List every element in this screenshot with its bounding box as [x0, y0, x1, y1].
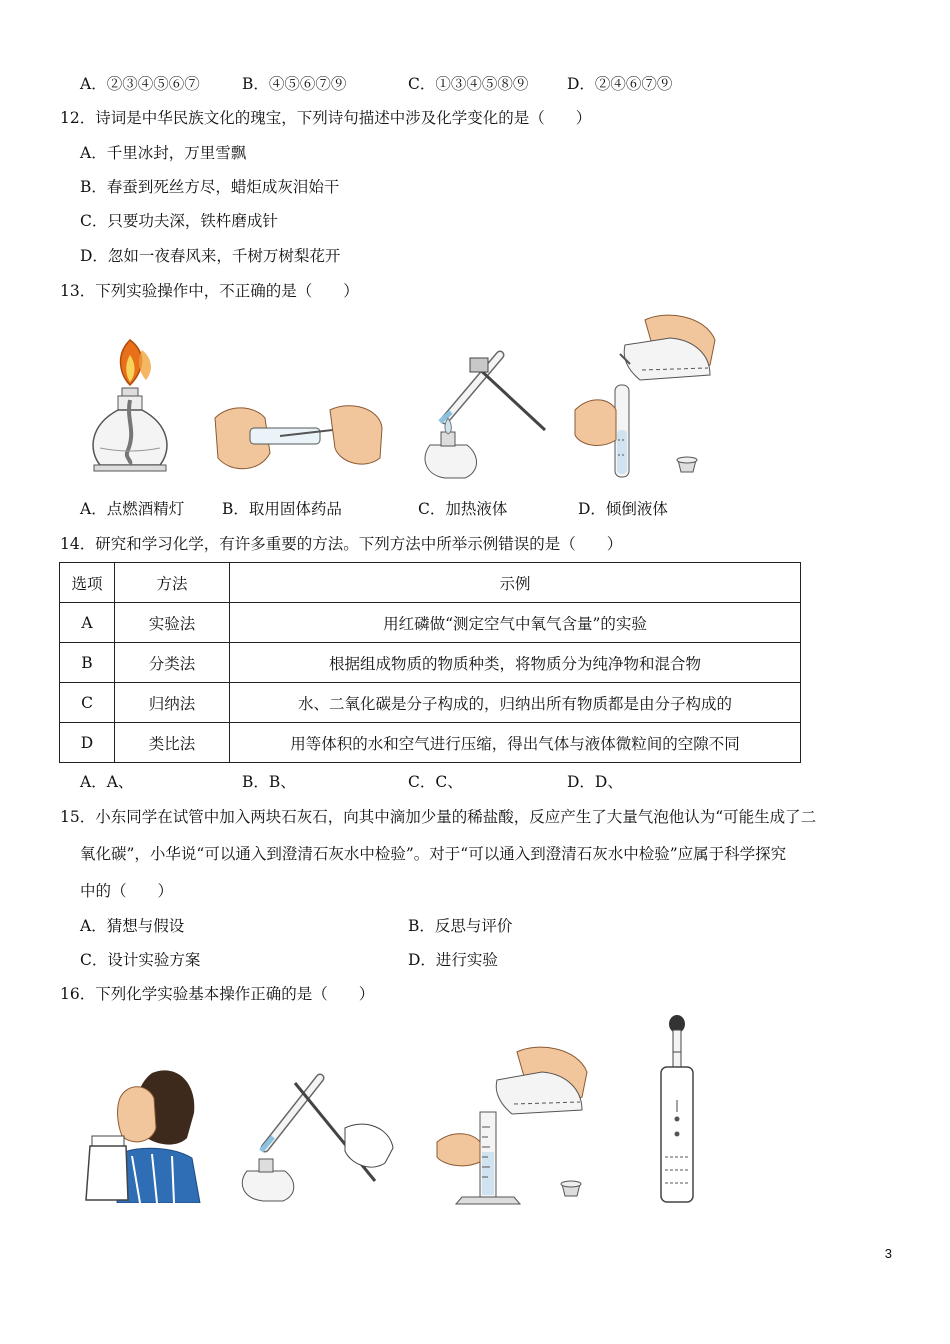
- table-cell: 归纳法: [115, 683, 230, 723]
- table-cell: 类比法: [115, 723, 230, 763]
- q15-stem-line2: 氧化碳”，小华说“可以通入到澄清石灰水中检验”。对于“可以通入到澄清石灰水中检验”应属于科学探究: [80, 845, 787, 863]
- q15-option-c: C．设计实验方案: [80, 951, 201, 969]
- figure-taking-solid-reagent: [210, 398, 385, 478]
- figure-dropper-into-test-tube: [652, 1012, 702, 1207]
- q13-option-a: A．点燃酒精灯: [80, 500, 185, 518]
- table-cell: A: [60, 603, 115, 643]
- table-row: [60, 683, 801, 723]
- q15-option-a: A．猜想与假设: [80, 917, 185, 935]
- table-cell: 用等体积的水和空气进行压缩，得出气体与液体微粒间的空隙不同: [230, 723, 801, 763]
- q12-option-b: B．春蚕到死丝方尽，蜡炬成灰泪始干: [80, 178, 340, 196]
- header-option: 选项: [60, 563, 115, 603]
- table-cell: C: [60, 683, 115, 723]
- q14-option-b: B．B、: [242, 773, 296, 791]
- q13-option-b: B．取用固体药品: [222, 500, 342, 518]
- q13-stem: 13．下列实验操作中，不正确的是（ ）: [60, 282, 359, 300]
- q14-stem: 14．研究和学习化学，有许多重要的方法。下列方法中所举示例错误的是（ ）: [60, 535, 623, 553]
- header-example: 示例: [230, 563, 801, 603]
- q15-option-d: D．进行实验: [408, 951, 498, 969]
- table-header-row: [60, 563, 801, 603]
- q11-option-c: C．①③④⑤⑧⑨: [408, 75, 529, 93]
- table-cell: 水、二氧化碳是分子构成的，归纳出所有物质都是由分子构成的: [230, 683, 801, 723]
- table-row: [60, 603, 801, 643]
- q12-option-d: D．忽如一夜春风来，千树万树梨花开: [80, 247, 341, 265]
- q11-option-b: B．④⑤⑥⑦⑨: [242, 75, 347, 93]
- figure-smelling-gas: [82, 1058, 202, 1203]
- q15-stem-line3: 中的（ ）: [80, 882, 174, 900]
- q12-option-c: C．只要功夫深，铁杵磨成针: [80, 212, 278, 230]
- table-cell: D: [60, 723, 115, 763]
- methods-table: [59, 562, 801, 763]
- page-number: 3: [884, 1246, 892, 1261]
- table-cell: 实验法: [115, 603, 230, 643]
- q13-option-d: D．倾倒液体: [578, 500, 668, 518]
- q14-option-a: A．A、: [80, 773, 134, 791]
- q12-stem: 12．诗词是中华民族文化的瑰宝，下列诗句描述中涉及化学变化的是（ ）: [60, 109, 592, 127]
- table-cell: 用红磷做“测定空气中氧气含量”的实验: [230, 603, 801, 643]
- q16-stem: 16．下列化学实验基本操作正确的是（ ）: [60, 985, 375, 1003]
- q11-option-d: D．②④⑥⑦⑨: [567, 75, 673, 93]
- table-cell: B: [60, 643, 115, 683]
- figure-pouring-into-cylinder: [432, 1042, 592, 1207]
- q14-option-d: D．D、: [567, 773, 623, 791]
- figure-heating-test-tube: [225, 1063, 405, 1203]
- q13-option-c: C．加热液体: [418, 500, 508, 518]
- figure-alcohol-lamp-lighting: [80, 330, 180, 480]
- q15-stem-line1: 15．小东同学在试管中加入两块石灰石，向其中滴加少量的稀盐酸，反应产生了大量气泡他认为“可能生成了二: [60, 808, 817, 826]
- table-row: [60, 723, 801, 763]
- figure-heating-liquid: [415, 340, 550, 480]
- figure-pouring-liquid: [570, 310, 720, 480]
- table-row: [60, 643, 801, 683]
- q15-option-b: B．反思与评价: [408, 917, 513, 935]
- q11-option-a: A．②③④⑤⑥⑦: [80, 75, 200, 93]
- table-cell: 根据组成物质的物质种类，将物质分为纯净物和混合物: [230, 643, 801, 683]
- table-cell: 分类法: [115, 643, 230, 683]
- q14-option-c: C．C、: [408, 773, 463, 791]
- header-method: 方法: [115, 563, 230, 603]
- q12-option-a: A．千里冰封，万里雪飘: [80, 144, 247, 162]
